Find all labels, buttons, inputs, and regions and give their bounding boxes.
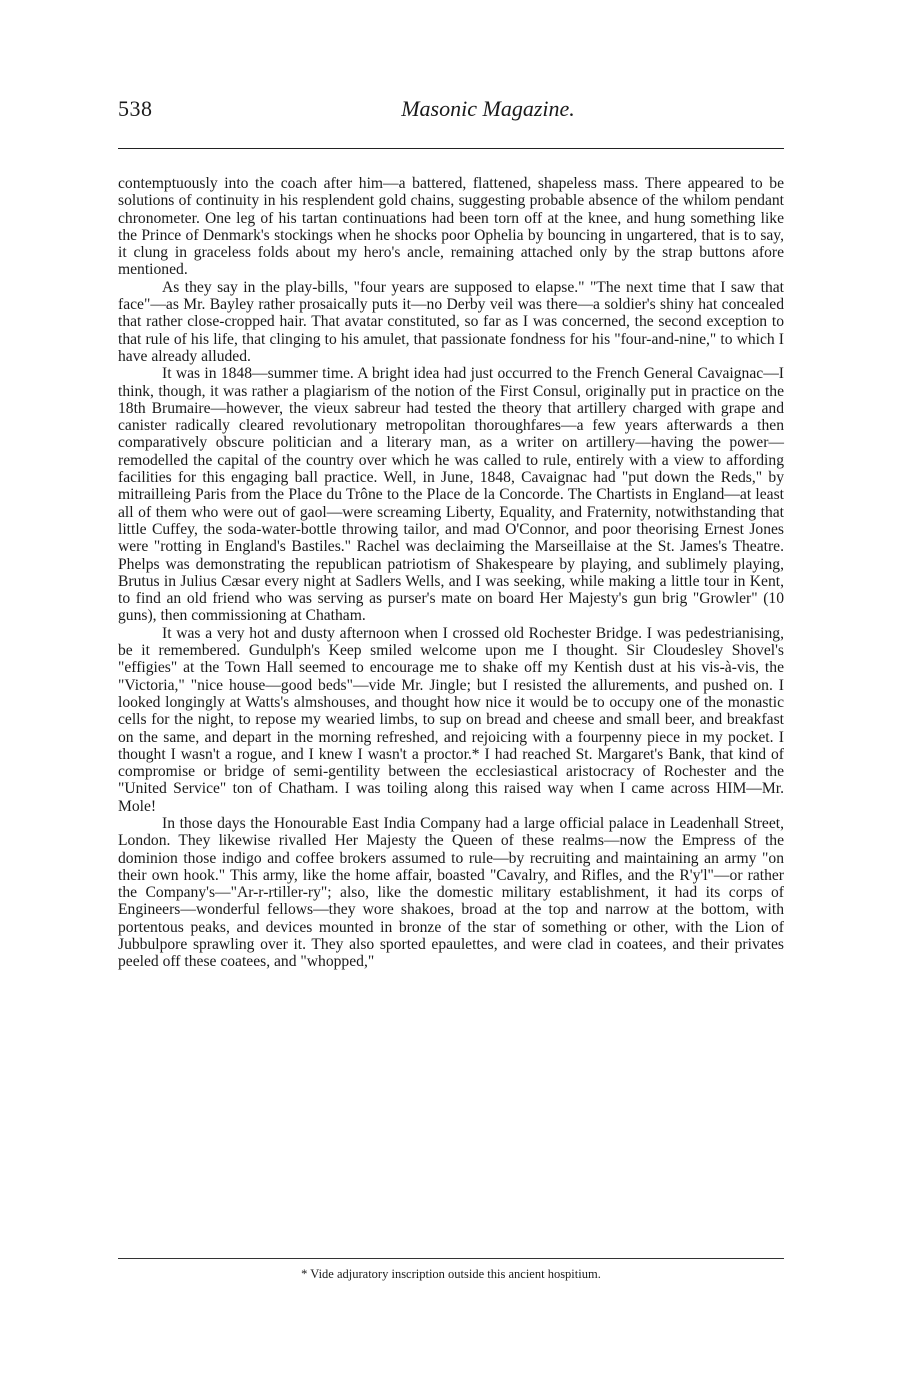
paragraph-3: It was in 1848—summer time. A bright idea had just occurred to the French General Cavaignac—I think, though, it was rather a plagiarism of the notion of the First Consul, originally put in practice on the 18th Brumaire—however, the vieux sabreur had tested the theory that artillery charged with grape and canister radically cleared revolutionary metropolitan thoroughfares—a few years afterwards a then comparatively obscure politician and a literary man, as a writer on artillery—having the power—remodelled the capital of the country over which he was called to rule, entirely with a view to affording facilities for this engaging ball practice. Well, in June, 1848, Cavaignac had "put down the Reds," by mitrailleing Paris from the Place du Trône to the Place de la Concorde. The Chartists in England—at least all of them who were out of gaol—were screaming Liberty, Equality, and Fraternity, notwithstanding that little Cuffey, the soda-water-bottle throwing tailor, and mad O'Connor, and poor theorising Ernest Jones were "rotting in England's Bastiles." Rachel was declaiming the Marseillaise at the St. James's Theatre. Phelps was demonstrating the republican patriotism of Shakespeare by playing, and sublimely playing, Brutus in Julius Cæsar every night at Sadlers Wells, and I was seeking, while making a little tour in Kent, to find an old friend who was serving as purser's mate on board Her Majesty's gun brig "Growler" (10 guns), then commissioning at Chatham. — [118, 365, 784, 625]
running-title: Masonic Magazine. — [401, 96, 575, 121]
header-rule — [118, 148, 784, 149]
paragraph-1: contemptuously into the coach after him—a battered, flattened, shapeless mass. There appeared to be solutions of continuity in his resplendent gold chains, suggesting probable absence of the whilom pendant chronometer. One leg of his tartan continuations had been torn off at the knee, and hung something like the Prince of Denmark's stockings when he shocks poor Ophelia by bouncing in ungartered, that is to say, it clung in graceless folds about my hero's ancle, remaining attached only by the strap buttons afore mentioned. — [118, 175, 784, 279]
paragraph-4: It was a very hot and dusty afternoon when I crossed old Rochester Bridge. I was pedestrianising, be it remembered. Gundulph's Keep smiled welcome upon me I thought. Sir Cloudesley Shovel's "effigies" at the Town Hall seemed to encourage me to shake off my Kentish dust at his vis-à-vis, the "Victoria," "nice house—good beds"—vide Mr. Jingle; but I resisted the allurements, and pushed on. I looked longingly at Watts's almshouses, and thought how nice it would be to occupy one of the monastic cells for the night, to repose my wearied limbs, to sup on bread and cheese and small beer, and breakfast on the same, and depart in the morning refreshed, and rejoicing with a fourpenny piece in my pocket. I thought I wasn't a rogue, and I knew I wasn't a proctor.* I had reached St. Margaret's Bank, that kind of compromise or bridge of semi-gentility between the ecclesiastical aristocracy of Rochester and the "United Service" ton of Chatham. I was toiling along this raised way when I came across HIM—Mr. Mole! — [118, 624, 784, 815]
page-number: 538 — [118, 96, 153, 121]
footnote: * Vide adjuratory inscription outside this ancient hospitium. — [301, 1267, 601, 1281]
article-body — [118, 175, 784, 971]
paragraph-5: In those days the Honourable East India Company had a large official palace in Leadenhall Street, London. They likewise rivalled Her Majesty the Queen of these realms—now the Empress of the dominion those indigo and coffee brokers assumed to rule—by recruiting and maintaining an army "on their own hook." This army, like the home affair, boasted "Cavalry, and Rifles, and the R'y'l"—or rather the Company's—"Ar-r-rtiller-ry"; also, like the domestic military establishment, it had its corps of Engineers—wonderful fellows—they wore shakoes, broad at the top and narrow at the bottom, with portentous peaks, and devices mounted in bronze of the star of something or other, with the Lion of Jubbulpore sprawling over it. They also sported epaulettes, and were clad in coatees, and their privates peeled off these coatees, and "whopped," — [118, 814, 784, 971]
footnote-rule — [118, 1258, 784, 1259]
paragraph-2: As they say in the play-bills, "four years are supposed to elapse." "The next time that I saw that face"—as Mr. Bayley rather prosaically puts it—no Derby veil was there—a soldier's shiny hat concealed that rather close-cropped hair. That avatar constituted, so far as I was concerned, the second exception to that rule of his life, that clinging to his amulet, that passionate fondness for his "four-and-nine," to which I have already alluded. — [118, 278, 784, 365]
page-header — [118, 96, 784, 136]
